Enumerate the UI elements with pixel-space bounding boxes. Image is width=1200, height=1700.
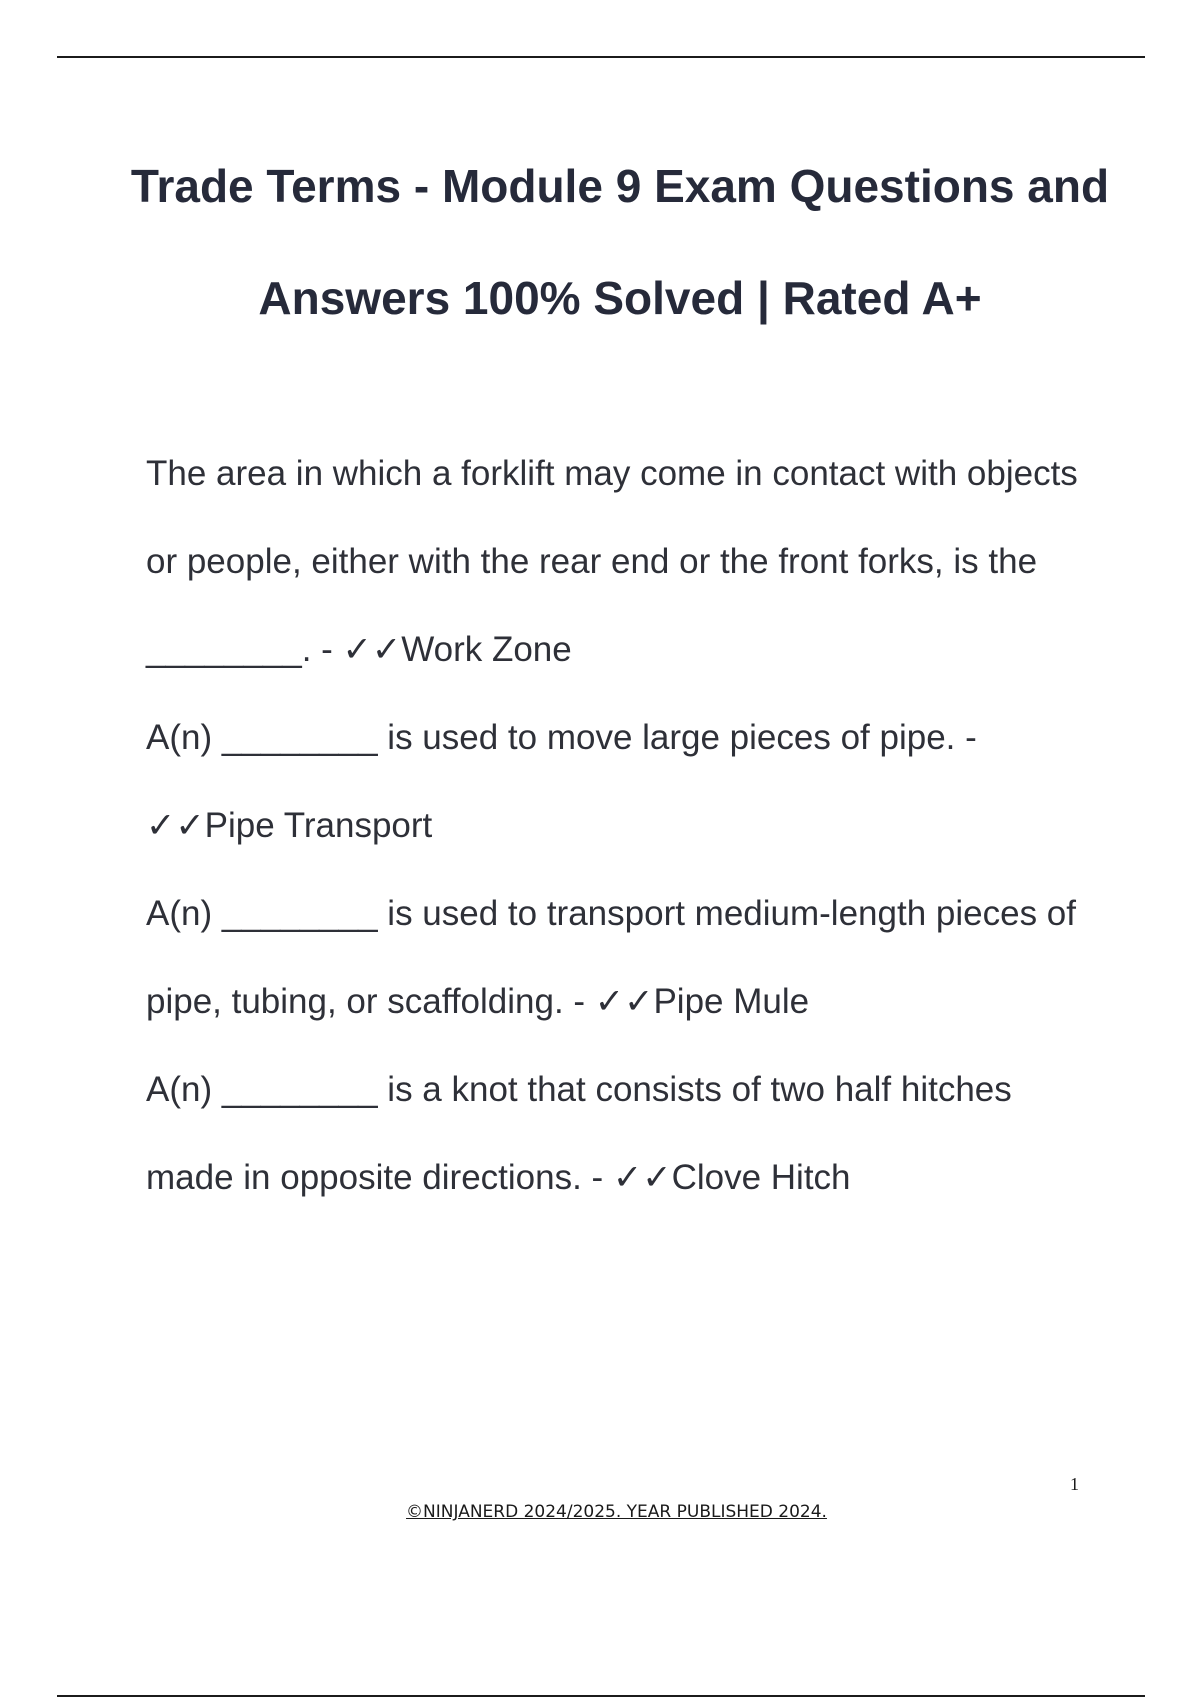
question-answer-item: A(n) ________ is used to transport medium-length pieces of pipe, tubing, or scaffolding. - ✓✓Pipe Mule: [146, 894, 1076, 1021]
question-answer-item: A(n) ________ is used to move large pieces of pipe. - ✓✓Pipe Transport: [146, 718, 977, 845]
top-rule: [57, 56, 1145, 58]
question-answer-item: The area in which a forklift may come in contact with objects or people, either with the rear end or the front forks, is the ________. - ✓✓Work Zone: [146, 454, 1078, 669]
copyright-footer: ©NINJANERD 2024/2025. YEAR PUBLISHED 2024.: [406, 1502, 827, 1522]
question-answer-item: A(n) ________ is a knot that consists of two half hitches made in opposite directions. - ✓✓Clove Hitch: [146, 1070, 1012, 1197]
question-list: [146, 430, 1106, 1222]
page-number: 1: [1070, 1474, 1079, 1494]
bottom-rule: [57, 1695, 1145, 1697]
document-title: Trade Terms - Module 9 Exam Questions and Answers 100% Solved | Rated A+: [130, 160, 1110, 324]
